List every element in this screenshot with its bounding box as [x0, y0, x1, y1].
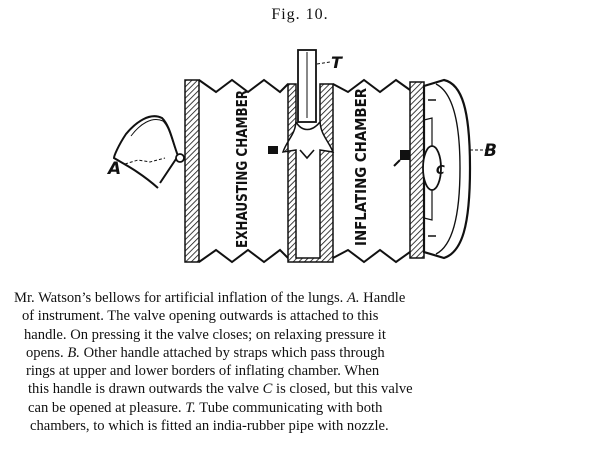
caption-text: Handle: [359, 290, 406, 306]
caption-line: [14, 307, 590, 325]
caption-reference: T.: [185, 399, 196, 416]
inflating-valve-flap: [400, 150, 410, 160]
label-c: C: [436, 163, 445, 177]
caption-reference: B.: [67, 344, 80, 361]
caption-text: rings at upper and lower borders of inflating chamber. When: [26, 363, 380, 380]
inflating-chamber-top: [333, 80, 410, 92]
caption-text: of instrument. The valve opening outwards is attached to this: [22, 308, 379, 325]
exhausting-chamber-label: EXHAUSTING CHAMBER: [233, 50, 251, 248]
caption-reference: A.: [346, 290, 360, 306]
caption-line: [14, 344, 590, 362]
label-a: A: [108, 159, 122, 179]
caption-line: [14, 362, 590, 380]
caption-text: can be opened at pleasure.: [28, 399, 186, 416]
leader-a: [125, 158, 165, 164]
caption-text: handle. On pressing it the valve closes; on relaxing pressure it: [24, 326, 386, 343]
caption-text: opens.: [26, 344, 68, 361]
caption-text: chambers, to which is fitted an india-rubber pipe with nozzle.: [30, 418, 389, 435]
exhausting-chamber-bottom: [199, 250, 288, 262]
caption-line: [14, 417, 590, 435]
left-end-board: [185, 80, 199, 262]
caption-line: [14, 399, 590, 417]
caption-text: this handle is drawn outwards the valve: [28, 381, 263, 398]
caption-text: Mr. Watson’s bellows for artificial inflation of the lungs.: [14, 290, 347, 306]
caption-line: [14, 326, 590, 344]
leader-t: [317, 62, 330, 64]
caption-reference: C: [262, 381, 273, 398]
label-b: B: [484, 141, 497, 161]
inflating-chamber-label: INFLATING CHAMBER: [352, 68, 370, 246]
figure-caption: [14, 289, 590, 435]
inflating-chamber-bottom: [333, 250, 410, 262]
label-t: T: [331, 53, 342, 72]
caption-line: [14, 380, 590, 398]
caption-text: is closed, but this valve: [272, 381, 413, 398]
handle-a: [114, 116, 184, 188]
central-valve-flap: [268, 146, 278, 154]
caption-line: [14, 289, 590, 307]
caption-text: Other handle attached by straps which pass through: [79, 344, 385, 361]
right-end-board: [410, 82, 424, 258]
figure-title: Fig. 10.: [271, 6, 329, 23]
caption-text: Tube communicating with both: [195, 399, 383, 416]
